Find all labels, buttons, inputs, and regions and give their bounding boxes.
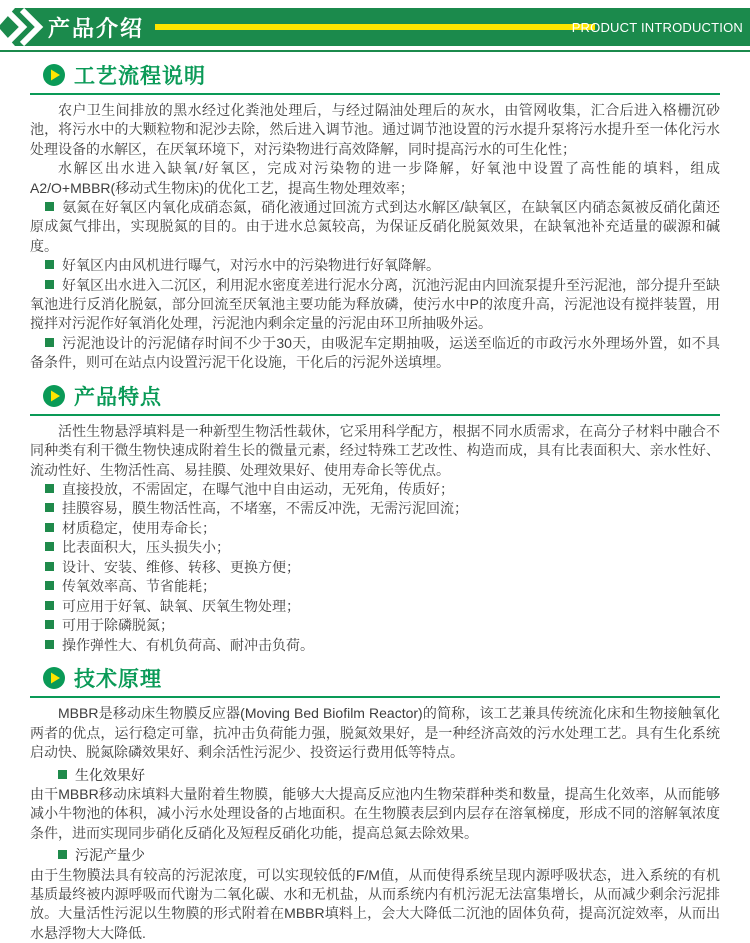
bullet-square-icon — [58, 770, 67, 779]
bullet-text: 好氧区出水进入二沉区，利用泥水密度差进行泥水分离，沉池污泥由内回流泵提升至污泥池，部分提升至缺氧池进行反消化脱氨，部分回流至厌氧池主要功能为释放磷，使污水中P的浓度升高，污泥池设有搅拌装置，用搅拌对污泥作好氧消化处理，污泥池内剩余定量的污泥由环卫所抽吸外运。 — [30, 276, 720, 332]
section-product-features-body — [30, 422, 720, 656]
play-icon — [43, 667, 65, 689]
feature-text: 设计、安装、维修、转移、更换方便； — [62, 558, 300, 575]
subsection-heading — [30, 846, 720, 865]
feature-text: 可用于除磷脱氮； — [62, 617, 174, 634]
banner-underline — [0, 50, 750, 52]
feature-item — [30, 597, 720, 617]
section-technical-principle — [30, 665, 720, 943]
section-technical-principle-body — [30, 704, 720, 943]
bullet-item — [30, 334, 720, 373]
section-product-features — [30, 383, 720, 656]
bullet-square-icon — [45, 484, 54, 493]
paragraph: 活性生物悬浮填料是一种新型生物活性载休，它采用科学配方，根据不同水质需求，在高分子材料中融合不同种类有利干微生物快速成附着生长的微量元素，经过特殊工艺改性、构造而成，具有比表面积大、亲水性好、流动性好、生物活性高、易挂膜、处理效果好、使用寿命长等优点。 — [30, 422, 720, 478]
section-process-flow — [30, 62, 720, 373]
banner — [0, 8, 750, 46]
feature-item — [30, 558, 720, 578]
bullet-square-icon — [45, 338, 54, 347]
section-title: 工艺流程说明 — [74, 65, 206, 88]
feature-item — [30, 519, 720, 539]
double-chevron-icon — [0, 8, 46, 46]
bullet-square-icon — [45, 523, 54, 532]
bullet-text: 氨氮在好氧区内氧化成硝态氮，硝化液通过回流方式到达水解区/缺氧区，在缺氧区内硝态氮被反硝化菌还原成氮气排出，实现脱氮的目的。由于进水总氮较高，为保证反硝化脱氮效果，在缺氧池补充适量的碳源和碱度。 — [30, 199, 720, 254]
feature-item — [30, 636, 720, 656]
bullet-square-icon — [45, 260, 54, 269]
bullet-square-icon — [45, 542, 54, 551]
section-title-underline — [30, 93, 720, 95]
feature-text: 可应用于好氧、缺氧、厌氧生物处理； — [62, 597, 300, 614]
subsection-text: 由于生物膜法具有较高的污泥浓度，可以实现较低的F/M值，从而使得系统呈现内源呼吸状态，进入系统的有机基质最终被内源呼吸而代谢为二氧化碳、水和无机盐，从而系统内有机污泥无法富集增长，从而减少剩余污泥排放。大量活性污泥以生物膜的形式附着在MBBR填料上，会大大降低二沉池的固体负荷，提高沉淀效率，从而出水悬浮物大大降低. — [30, 866, 720, 941]
bullet-square-icon — [45, 202, 54, 211]
subsection-heading — [30, 766, 720, 785]
feature-text: 挂膜容易，膜生物活性高，不堵塞，不需反冲洗，无需污泥回流； — [62, 500, 468, 517]
section-title-underline — [30, 414, 720, 416]
bullet-square-icon — [45, 620, 54, 629]
banner-subtitle: PRODUCT INTRODUCTION — [571, 19, 743, 35]
feature-list — [30, 480, 720, 656]
feature-item — [30, 480, 720, 500]
section-process-flow-header — [30, 62, 720, 88]
feature-item — [30, 499, 720, 519]
feature-text: 直接投放，不需固定，在曝气池中自由运动，无死角，传质好； — [62, 480, 454, 497]
bullet-item — [30, 198, 720, 256]
banner-yellow-bar — [155, 24, 595, 30]
feature-text: 操作弹性大、有机负荷高、耐冲击负荷。 — [62, 636, 314, 653]
section-title-underline — [30, 696, 720, 698]
section-product-features-header — [30, 383, 720, 409]
bullet-square-icon — [45, 280, 54, 289]
subsection-text: 由干MBBR移动床填料大量附着生物膜，能够大大提高反应池内生物荣群种类和数量，提高生化效率，从而能够减小牛物池的体积，减小污水处理设备的占地面积。在生物膜表层到内层存在溶氧梯度，形成不同的溶解氧浓度条件，进而实现同步硝化反硝化及短程反硝化功能，提高总氮去除效果。 — [30, 786, 720, 841]
subsection-heading-text: 生化效果好 — [75, 766, 145, 783]
banner-title: 产品介绍 — [48, 15, 145, 41]
feature-text: 比表面积大，压头损失小； — [62, 539, 230, 556]
feature-item — [30, 577, 720, 597]
section-title: 技术原理 — [74, 668, 162, 692]
bullet-text: 好氧区内由风机进行曝气，对污水中的污染物进行好氧降解。 — [62, 257, 440, 274]
bullet-text: 污泥池设计的污泥储存时间不少于30天，由吸泥车定期抽吸，运送至临近的市政污水外理场外置，如不具备条件，则可在站点内设置污泥干化设施，干化后的污泥外送填埋。 — [30, 334, 720, 371]
feature-text: 材质稳定，使用寿命长； — [62, 519, 216, 536]
paragraph: 农户卫生间排放的黑水经过化粪池处理后，与经过隔油处理后的灰水，由管网收集，汇合后进入格栅沉砂池，将污水中的大颗粒物和泥沙去除，然后进入调节池。通过调节池设置的污水提升泵将污水提升至一体化污水处理设备的水解区，在厌氧环境下，对污染物进行高效降解，同时提高污水的可生化性； — [30, 102, 720, 157]
bullet-square-icon — [45, 581, 54, 590]
feature-item — [30, 538, 720, 558]
paragraph: 水解区出水进入缺氧/好氧区，完成对污染物的进一步降解，好氧池中设置了高性能的填料，组成A2/O+MBBR(移动式生物床)的优化工艺，提高生物处理效率； — [30, 160, 720, 196]
section-title: 产品特点 — [74, 385, 162, 409]
bullet-square-icon — [45, 601, 54, 610]
bullet-square-icon — [45, 503, 54, 512]
paragraph: MBBR是移动床生物膜反应器(Moving Bed Biofilm Reactor)的简称，该工艺兼具传统流化床和生物接触氧化两者的优点，运行稳定可靠，抗冲击负荷能力强，脱氮效果好，是一种经济高效的污水处理工艺。具有生化系统启动快、脱氮除磷效果好、剩余活性污泥少、投资运行费用低等特点。 — [30, 705, 720, 761]
bullet-square-icon — [58, 850, 67, 859]
feature-item — [30, 616, 720, 636]
section-technical-principle-header — [30, 665, 720, 691]
bullet-square-icon — [45, 640, 54, 649]
play-icon — [43, 385, 65, 407]
feature-text: 传氧效率高、节省能耗； — [62, 578, 216, 595]
section-process-flow-body — [30, 101, 720, 373]
bullet-item — [30, 276, 720, 334]
bullet-item — [30, 256, 720, 275]
play-icon — [43, 64, 65, 86]
bullet-square-icon — [45, 562, 54, 571]
subsection-heading-text: 污泥产量少 — [75, 847, 145, 864]
